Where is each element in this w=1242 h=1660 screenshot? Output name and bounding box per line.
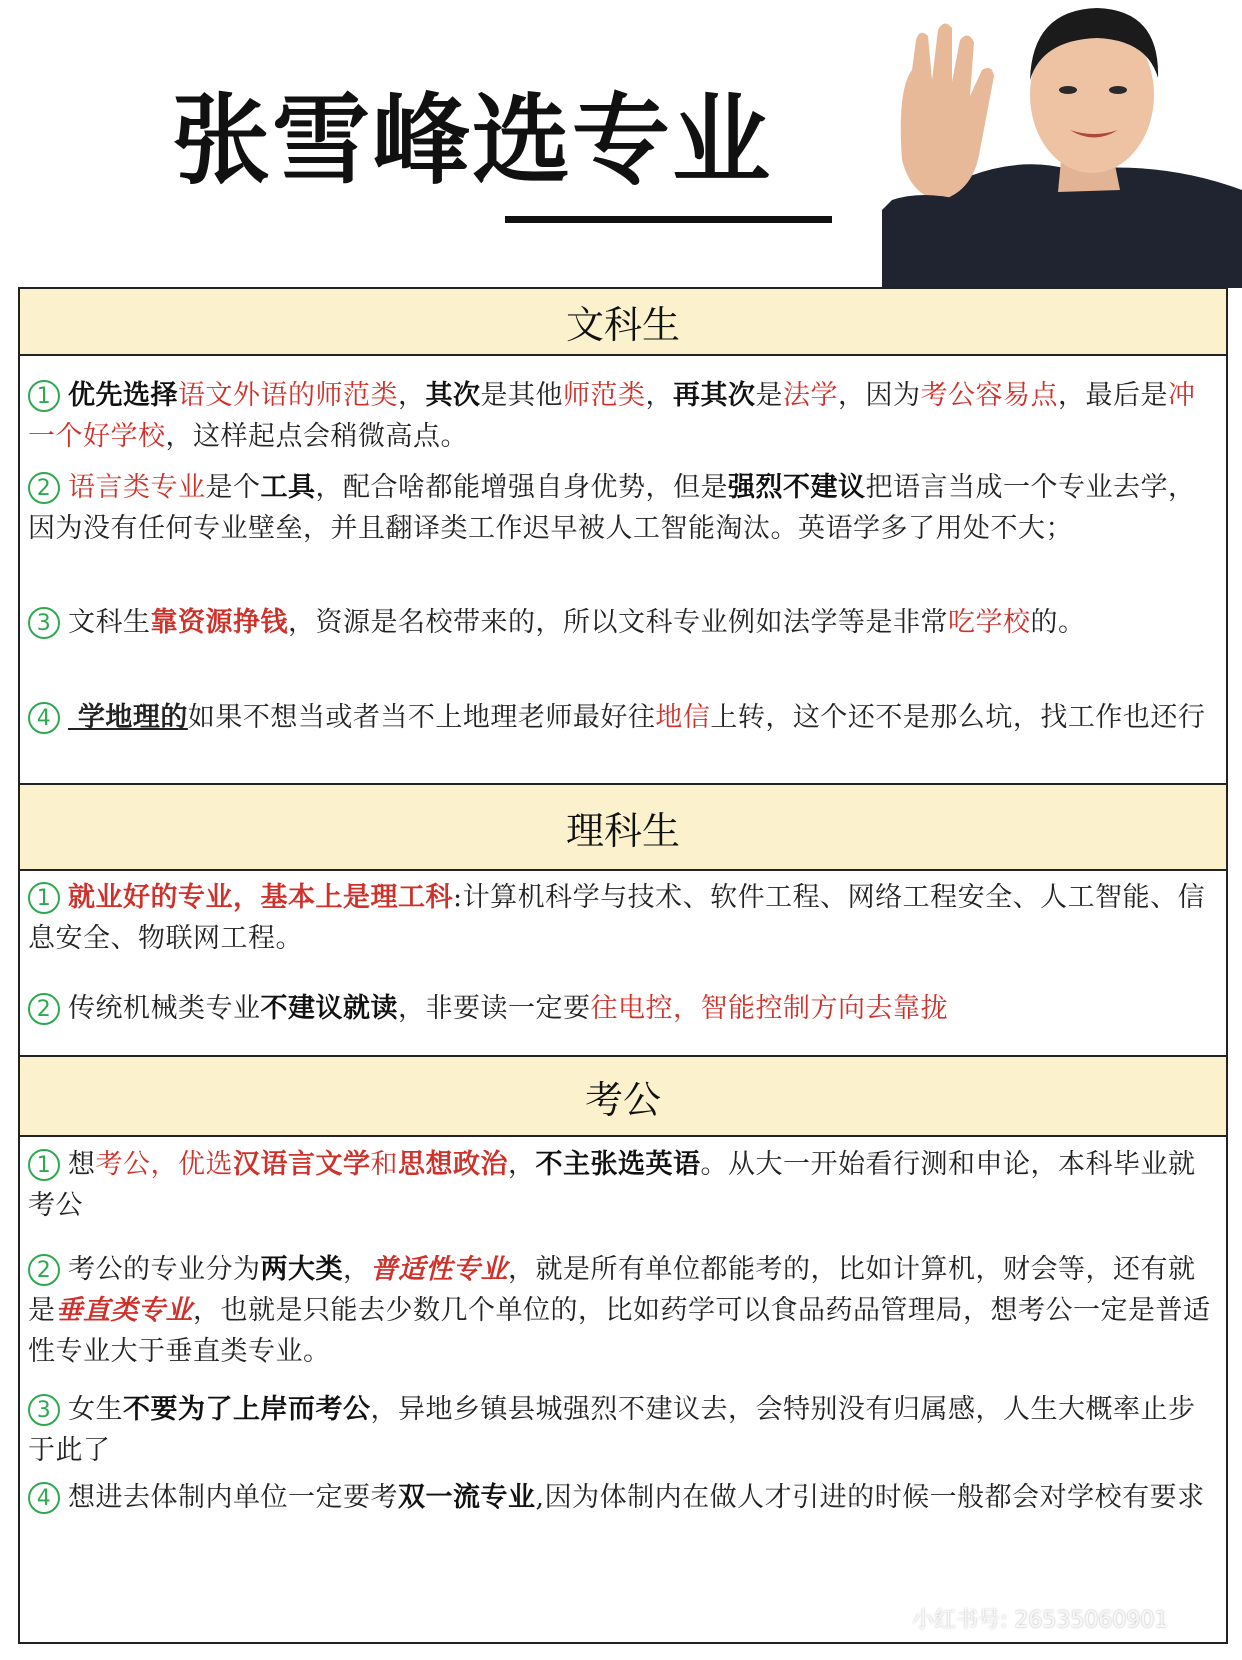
- item-text: 和: [370, 1149, 398, 1180]
- item-text: 思想政治: [398, 1149, 508, 1180]
- list-item: [28, 1144, 1220, 1226]
- list-item: [28, 467, 1220, 549]
- content-table: [18, 287, 1228, 1644]
- item-text: 把语言当成一个专业去学，因为没有任何专业壁垒，并且翻译类工作迟早被人工智能淘汰。英语学多了用处不大；: [28, 472, 1196, 544]
- item-text: 如果不想当或者当不上地理老师最好往: [187, 702, 656, 733]
- item-number-badge: 2: [28, 1254, 60, 1286]
- item-text: 其次: [425, 380, 481, 411]
- list-item: [28, 375, 1220, 457]
- item-text: ，非要读一定要: [398, 993, 591, 1024]
- item-number-badge: 3: [28, 607, 60, 639]
- item-text: ，也就是只能去少数几个单位的，比如药学可以食品药品管理局，想考公一定是普适性专业大于垂直类专业。: [28, 1295, 1211, 1367]
- item-number-badge: 2: [28, 993, 60, 1025]
- item-text: 就业好的专业，基本上是理工科: [68, 882, 453, 913]
- item-text: 语文外语的师范类: [178, 380, 398, 411]
- item-text: 垂直类专业: [55, 1295, 193, 1326]
- list-item: [28, 877, 1220, 959]
- item-text: 不主张选英语: [535, 1149, 701, 1180]
- item-number-badge: 1: [28, 1149, 60, 1181]
- item-number-badge: 2: [28, 472, 60, 504]
- item-text: 强烈不建议: [728, 472, 866, 503]
- item-text: ，: [645, 380, 673, 411]
- item-text: ，: [343, 1254, 371, 1285]
- item-text: 靠资源挣钱: [150, 607, 288, 638]
- presenter-photo: [882, 0, 1242, 288]
- item-number-badge: 4: [28, 702, 60, 734]
- section-heading-science: 理科生: [20, 783, 1226, 871]
- item-text: 考公，优选: [95, 1149, 233, 1180]
- item-number-badge: 1: [28, 882, 60, 914]
- title-underline: [505, 216, 832, 223]
- item-text: 的。: [1030, 607, 1086, 638]
- item-text: ，资源是名校带来的，所以文科专业例如法学等是非常: [288, 607, 948, 638]
- item-text: ，: [508, 1149, 536, 1180]
- list-item: [28, 697, 1220, 738]
- item-text: 不要为了上岸而考公: [123, 1394, 371, 1425]
- item-text: 是其他: [480, 380, 563, 411]
- item-text: 是: [755, 380, 783, 411]
- item-text: 汉语言文学: [233, 1149, 371, 1180]
- item-text: ,因为体制内在做人才引进的时候一般都会对学校有要求: [535, 1482, 1205, 1513]
- item-text: ，配合啥都能增强自身优势，但是: [315, 472, 728, 503]
- item-text: 想: [68, 1149, 96, 1180]
- item-text: 文科生: [68, 607, 151, 638]
- list-item: [28, 988, 1220, 1029]
- watermark: 小红书号: 26535060901: [912, 1608, 1169, 1633]
- item-text: 师范类: [563, 380, 646, 411]
- list-item: [28, 1477, 1220, 1518]
- item-number-badge: 3: [28, 1394, 60, 1426]
- item-text: :计算机科学与技术、软件工程、网络工程安全、人工智能、信息安全、物联网工程。: [28, 882, 1206, 954]
- item-text: 工具: [260, 472, 316, 503]
- item-text: 语言类专业: [68, 472, 206, 503]
- page-title: 张雪峰选专业: [172, 84, 773, 198]
- item-text: 不建议就读: [260, 993, 398, 1024]
- item-number-badge: 4: [28, 1482, 60, 1514]
- item-text: 考公的专业分为: [68, 1254, 261, 1285]
- item-text: ，就是所有单位都能考的，比如计算机，财会等，还有就是: [28, 1254, 1196, 1326]
- item-text: 往电控，智能控制方向去靠拢: [590, 993, 948, 1024]
- item-text: 两大类: [260, 1254, 343, 1285]
- item-text: 法学: [783, 380, 838, 411]
- list-item: [28, 602, 1220, 643]
- item-text: 吃学校: [948, 607, 1031, 638]
- item-text: 学地理的: [68, 702, 188, 733]
- list-item: [28, 1249, 1220, 1372]
- item-text: ，这样起点会稍微高点。: [165, 421, 468, 452]
- item-text: ，异地乡镇县城强烈不建议去，会特别没有归属感，人生大概率止步于此了: [28, 1394, 1196, 1466]
- item-text: 考公容易点: [920, 380, 1058, 411]
- item-text: ，因为: [838, 380, 921, 411]
- item-text: 想进去体制内单位一定要考: [68, 1482, 398, 1513]
- item-text: 是个: [205, 472, 261, 503]
- item-text: 上转，这个还不是那么坑，找工作也还行: [710, 702, 1206, 733]
- item-text: 传统机械类专业: [68, 993, 261, 1024]
- item-text: 。从大一开始看行测和申论，本科毕业就考公: [28, 1149, 1196, 1221]
- item-text: ，最后是: [1058, 380, 1168, 411]
- item-text: ，: [398, 380, 426, 411]
- list-item: [28, 1389, 1220, 1471]
- item-number-badge: 1: [28, 380, 60, 412]
- item-text: 冲一个好学校: [28, 380, 1196, 452]
- item-text: 双一流专业: [398, 1482, 536, 1513]
- section-heading-liberal-arts: 文科生: [20, 289, 1226, 356]
- section-heading-civil-service: 考公: [20, 1055, 1226, 1137]
- item-text: 再其次: [673, 380, 756, 411]
- item-text: 优先选择: [68, 380, 178, 411]
- item-text: 女生: [68, 1394, 123, 1425]
- item-text: 普适性专业: [370, 1254, 508, 1285]
- item-text: 地信: [655, 702, 711, 733]
- header: [0, 0, 1242, 290]
